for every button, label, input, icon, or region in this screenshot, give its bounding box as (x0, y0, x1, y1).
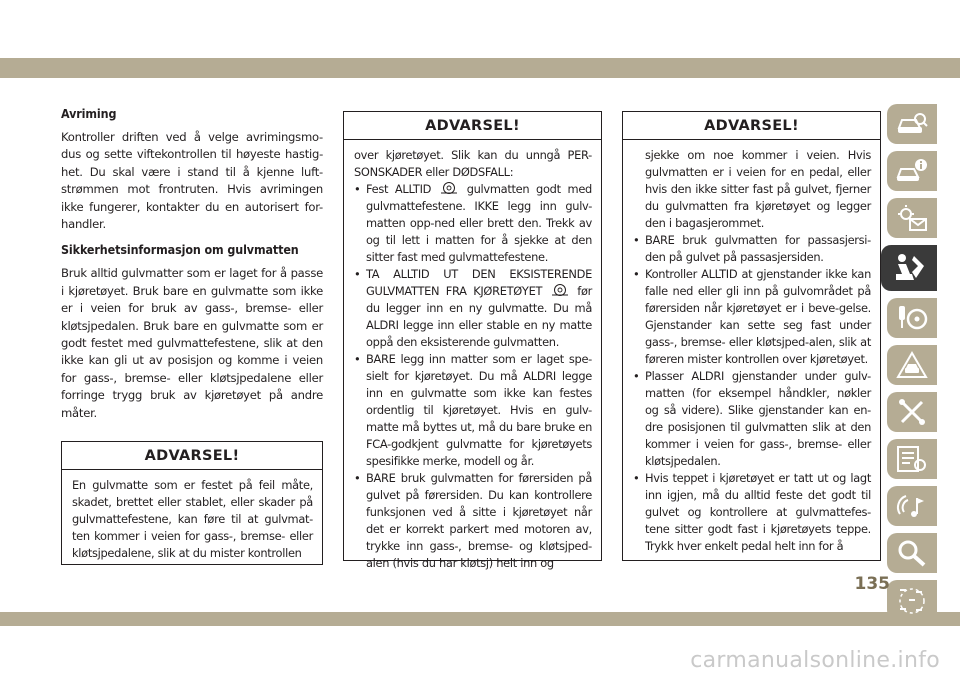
warning-light-envelope-icon (896, 204, 928, 232)
list-item: • Plasser ALDRI gjenstander under gulv-matten (for eksempel håndkler, nøkler og så videre). Slike gjenstander kan en-dre posisjonen til gulvmatten slik at den kommer i veien for gass-, bremse- eller kløtsjpedalen. (633, 368, 871, 470)
index-letters-icon (896, 586, 928, 616)
list-item: • BARE bruk gulvmatten for førersiden på gulvet på førersiden. Du kan kontrollere funksjonen ved å sitte i kjøretøyet når det er korrekt parkert med motoren av, trykke inn gass-, bremse- og kløtsjped-alen (hvis du har kløtsj) helt inn og (354, 470, 592, 572)
paragraph-avriming: Kontroller driften ved å velge avrimingsmo-dus og sette viftekontrollen til høyeste hastig-het. Du skal være i stand til å kjenne luft-strømmen mot frontruten. Hvis avrimingen ikke fungerer, kontakter du en autorisert for-handler. (61, 130, 323, 232)
warning-continuation: sjekke om noe kommer i veien. Hvis gulvmatten er i veien for en pedal, eller hvis den ikke sitter fast på gulvet, fjerner du gulvmatten fra kjøretøyet og legger den i bagasjerommet. (645, 148, 871, 230)
list-item: • Kontroller ALLTID at gjenstander ikke kan falle ned eller gli inn på gulvområdet på førersiden når kjøretøyet er i beve-gelse. Gjenstander kan sette seg fast under gass-, bremse- eller kløtsjped-alen, slik at føreren mister kontrollen over kjøretøyet. (633, 266, 871, 368)
left-column (61, 106, 323, 431)
heading-avriming: Avriming (61, 106, 117, 121)
tab-specifications[interactable] (887, 439, 937, 479)
footer-stripe (0, 612, 960, 626)
warning-list (633, 232, 871, 555)
floor-mat-fastener-icon (551, 283, 569, 297)
page-number: 135 (854, 574, 890, 594)
list-item-text: TA ALLTID UT DEN EKSISTERENDE GULVMATTEN FRA KJØRETØYET (366, 267, 592, 298)
tab-maintenance[interactable] (887, 392, 937, 432)
warning-intro: over kjøretøyet. Slik kan du unngå PER-SONSKADER eller DØDSFALL: (354, 148, 592, 179)
paragraph-gulvmatte-info: Bruk alltid gulvmatter som er laget for å passe i kjøretøyet. Bruk bare en gulvmatte som ikke er i veien for bruk av gass-, bremse- eller kløtsjpedalen. Bruk bare en gulvmatte som er godt festet med gulvmattefestene, slik at den ikke kan gli ut av posisjon og komme i veien for gass-, bremse- eller kløtsjpedalene eller forringe trygg bruk av kjøretøyet på andre måter. (61, 266, 323, 420)
header-stripe (0, 58, 960, 78)
list-item-text: Fest ALLTID (366, 182, 432, 196)
warning-box-right (622, 111, 881, 561)
list-item-text: før du legger inn en ny gulvmatte. Du må ALDRI legge inn eller stable en ny matte oppå den eksisterende gulvmatten. (366, 284, 592, 349)
floor-mat-fastener-icon (440, 181, 458, 195)
header-band (0, 0, 960, 84)
tab-warning-lights[interactable] (887, 198, 937, 238)
chapter-tabs (887, 104, 941, 627)
key-steering-icon (896, 304, 928, 332)
warning-box-middle (343, 111, 602, 570)
car-info-icon (896, 157, 928, 185)
list-item: • Hvis teppet i kjøretøyet er tatt ut og lagt inn igjen, må du alltid feste det godt til gulvet og kontrollere at gulvmattefes-tene sitter godt fast i kjøretøyets teppe. Trykk hver enkelt pedal helt inn for å (633, 470, 871, 555)
tab-index[interactable] (887, 580, 937, 620)
list-item: • BARE legg inn matter som er laget spe-sielt for kjøretøyet. Du må ALDRI legge inn en gulvmatte som ikke kan festes ordentlig til kjøretøyet. Hvis en gulv-matte må byttes ut, må du bare bruke en FCA-godkjent gulvmatte for kjøretøyets spesifikke merke, modell og år. (354, 351, 592, 470)
tab-emergency[interactable] (887, 345, 937, 385)
tab-multimedia[interactable] (887, 486, 937, 526)
tab-starting-driving[interactable] (887, 298, 937, 338)
warning-body (623, 140, 880, 563)
car-warning-icon (896, 351, 928, 379)
tab-safety[interactable] (881, 245, 937, 291)
search-icon (896, 539, 928, 567)
list-item: • BARE bruk gulvmatten for passasjersi-den på gulvet på passasjersiden. (633, 232, 871, 266)
warning-text: En gulvmatte som er festet på feil måte, skadet, brettet eller stablet, eller skader på gulvmattefestene, kan føre til at gulvmat-ten kommer i veien for gass-, bremse- eller kløtsjpedalene, slik at du mister kontrollen (72, 478, 313, 560)
warning-title: ADVARSEL! (344, 112, 601, 140)
multimedia-music-icon (896, 492, 928, 520)
heading-gulvmatte-info: Sikkerhetsinformasjon om gulvmatten (61, 242, 299, 258)
warning-body (344, 140, 601, 580)
warning-title: ADVARSEL! (62, 442, 322, 470)
tab-search[interactable] (887, 533, 937, 573)
seat-airbag-icon (892, 252, 926, 284)
list-item (354, 181, 592, 266)
warning-box-left (61, 441, 323, 565)
wrench-screwdriver-icon (896, 398, 928, 426)
list-item (354, 266, 592, 351)
car-magnifier-icon (896, 110, 928, 138)
tab-car-info[interactable] (887, 151, 937, 191)
watermark: carmanualsonline.info (690, 648, 940, 673)
list-item-text: gulvmatten godt med gulvmattefestene. IKKE legg inn gulv-matten opp-ned eller brett den. Trekk av og til lett i matten for å sjekke at den sitter fast med gulvmattefestene. (366, 182, 592, 264)
specs-list-icon (896, 445, 928, 473)
tab-car-magnifier[interactable] (887, 104, 937, 144)
warning-title: ADVARSEL! (623, 112, 880, 140)
warning-list (354, 181, 592, 572)
